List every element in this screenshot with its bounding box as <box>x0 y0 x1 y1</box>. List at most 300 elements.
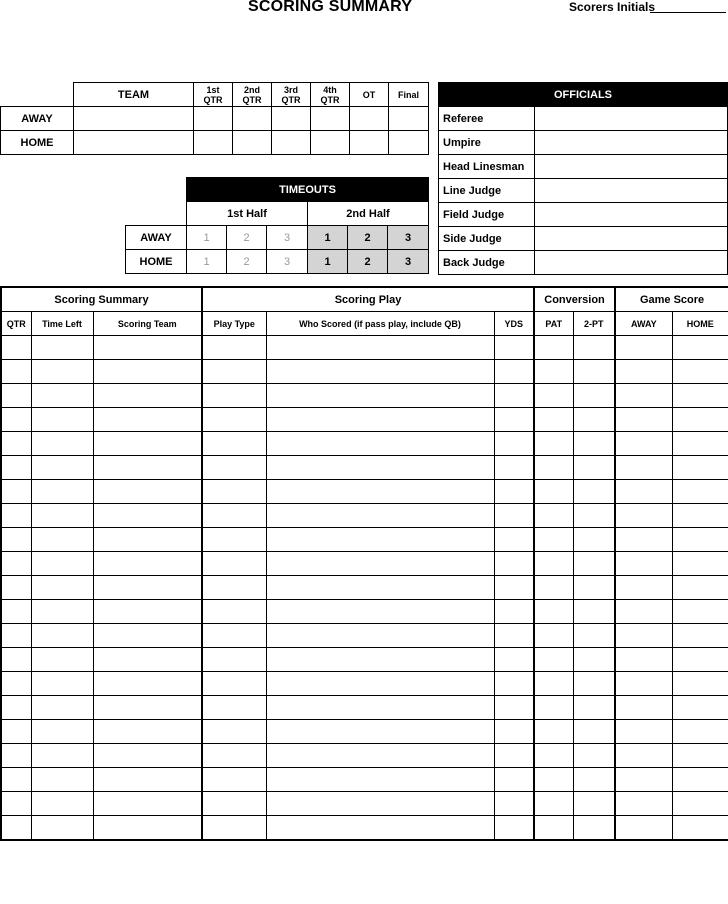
entry-cell-qtr[interactable] <box>1 648 31 672</box>
group-game-score: Game Score <box>615 287 728 312</box>
table-row <box>1 624 728 648</box>
away-q2-cell[interactable] <box>233 107 272 131</box>
entry-cell-who-scored[interactable] <box>266 816 494 841</box>
entry-cell-2pt[interactable] <box>573 744 615 768</box>
home-timeout-2h-1[interactable]: 1 <box>308 250 348 274</box>
entry-cell-yds[interactable] <box>494 552 534 576</box>
away-row-label: AWAY <box>1 107 74 131</box>
entry-cell-away[interactable] <box>615 552 672 576</box>
entry-cell-scoring-team[interactable] <box>93 552 202 576</box>
entry-cell-time-left[interactable] <box>31 624 93 648</box>
table-row <box>1 816 728 841</box>
entry-cell-time-left[interactable] <box>31 336 93 360</box>
entry-cell-away[interactable] <box>615 816 672 841</box>
official-field-umpire[interactable] <box>535 131 728 155</box>
timeouts-home-label: HOME <box>126 250 187 274</box>
timeouts-away-label: AWAY <box>126 226 187 250</box>
entry-cell-2pt[interactable] <box>573 816 615 841</box>
entry-cell-who-scored[interactable] <box>266 528 494 552</box>
qtr2-header: 2nd QTR <box>233 83 272 107</box>
entry-cell-pat[interactable] <box>534 576 573 600</box>
table-row <box>1 720 728 744</box>
entry-cell-home[interactable] <box>672 504 728 528</box>
col-qtr: QTR <box>1 312 31 336</box>
entry-cell-time-left[interactable] <box>31 768 93 792</box>
entry-cell-who-scored[interactable] <box>266 792 494 816</box>
entry-cell-pat[interactable] <box>534 672 573 696</box>
entry-cell-time-left[interactable] <box>31 504 93 528</box>
entry-cell-scoring-team[interactable] <box>93 696 202 720</box>
official-label-back-judge: Back Judge <box>439 251 535 275</box>
entry-cell-scoring-team[interactable] <box>93 432 202 456</box>
entry-cell-yds[interactable] <box>494 600 534 624</box>
table-row <box>1 336 728 360</box>
entry-cell-home[interactable] <box>672 384 728 408</box>
entry-cell-qtr[interactable] <box>1 696 31 720</box>
entry-cell-pat[interactable] <box>534 696 573 720</box>
entry-cell-qtr[interactable] <box>1 816 31 841</box>
table-row <box>1 600 728 624</box>
entry-cell-scoring-team[interactable] <box>93 744 202 768</box>
entry-cell-yds[interactable] <box>494 696 534 720</box>
entry-cell-2pt[interactable] <box>573 672 615 696</box>
entry-cell-qtr[interactable] <box>1 600 31 624</box>
table-row <box>1 528 728 552</box>
entry-cell-play-type[interactable] <box>202 408 266 432</box>
official-label-head-linesman: Head Linesman <box>439 155 535 179</box>
entry-cell-away[interactable] <box>615 408 672 432</box>
entry-cell-qtr[interactable] <box>1 528 31 552</box>
entry-cell-2pt[interactable] <box>573 552 615 576</box>
entry-cell-home[interactable] <box>672 696 728 720</box>
entry-cell-2pt[interactable] <box>573 360 615 384</box>
entry-cell-pat[interactable] <box>534 624 573 648</box>
entry-cell-play-type[interactable] <box>202 360 266 384</box>
entry-cell-time-left[interactable] <box>31 720 93 744</box>
entry-cell-away[interactable] <box>615 576 672 600</box>
entry-cell-play-type[interactable] <box>202 528 266 552</box>
entry-cell-who-scored[interactable] <box>266 480 494 504</box>
qtr4-header: 4th QTR <box>311 83 350 107</box>
official-field-line-judge[interactable] <box>535 179 728 203</box>
entry-cell-qtr[interactable] <box>1 576 31 600</box>
entry-cell-scoring-team[interactable] <box>93 384 202 408</box>
entry-cell-2pt[interactable] <box>573 504 615 528</box>
entry-cell-who-scored[interactable] <box>266 696 494 720</box>
table-row <box>1 408 728 432</box>
scoring-summary-table <box>0 286 728 841</box>
entry-cell-scoring-team[interactable] <box>93 504 202 528</box>
timeouts-table <box>125 177 429 274</box>
official-label-side-judge: Side Judge <box>439 227 535 251</box>
entry-cell-who-scored[interactable] <box>266 408 494 432</box>
away-timeout-1h-2[interactable]: 2 <box>227 226 267 250</box>
entry-cell-who-scored[interactable] <box>266 432 494 456</box>
home-team-cell[interactable] <box>74 131 194 155</box>
entry-cell-pat[interactable] <box>534 528 573 552</box>
entry-cell-play-type[interactable] <box>202 816 266 841</box>
table-row <box>1 360 728 384</box>
entry-cell-home[interactable] <box>672 456 728 480</box>
entry-cell-who-scored[interactable] <box>266 744 494 768</box>
timeouts-spacer <box>126 178 187 202</box>
col-pat: PAT <box>534 312 573 336</box>
scorers-initials-label: Scorers Initials <box>569 0 656 14</box>
entry-cell-scoring-team[interactable] <box>93 408 202 432</box>
entry-cell-play-type[interactable] <box>202 600 266 624</box>
entry-cell-qtr[interactable] <box>1 624 31 648</box>
qtr1-header: 1st QTR <box>194 83 233 107</box>
timeouts-spacer-2 <box>126 202 187 226</box>
entry-cell-scoring-team[interactable] <box>93 456 202 480</box>
entry-cell-time-left[interactable] <box>31 672 93 696</box>
away-final-cell[interactable] <box>389 107 429 131</box>
second-half-header: 2nd Half <box>308 202 429 226</box>
entry-cell-play-type[interactable] <box>202 744 266 768</box>
entry-cell-play-type[interactable] <box>202 552 266 576</box>
official-field-back-judge[interactable] <box>535 251 728 275</box>
final-header: Final <box>389 83 429 107</box>
entry-cell-time-left[interactable] <box>31 648 93 672</box>
entry-cell-who-scored[interactable] <box>266 720 494 744</box>
entry-cell-home[interactable] <box>672 624 728 648</box>
group-conversion: Conversion <box>534 287 615 312</box>
home-ot-cell[interactable] <box>350 131 389 155</box>
entry-cell-away[interactable] <box>615 744 672 768</box>
away-q4-cell[interactable] <box>311 107 350 131</box>
entry-cell-2pt[interactable] <box>573 720 615 744</box>
entry-cell-pat[interactable] <box>534 816 573 841</box>
entry-cell-yds[interactable] <box>494 792 534 816</box>
entry-cell-scoring-team[interactable] <box>93 624 202 648</box>
entry-cell-time-left[interactable] <box>31 408 93 432</box>
team-header: TEAM <box>74 83 194 107</box>
away-timeout-2h-3[interactable]: 3 <box>388 226 429 250</box>
entry-cell-home[interactable] <box>672 768 728 792</box>
entry-cell-play-type[interactable] <box>202 696 266 720</box>
entry-cell-yds[interactable] <box>494 744 534 768</box>
entry-cell-home[interactable] <box>672 672 728 696</box>
scorers-initials-field[interactable] <box>650 12 726 13</box>
entry-cell-time-left[interactable] <box>31 816 93 841</box>
entry-cell-who-scored[interactable] <box>266 672 494 696</box>
entry-cell-who-scored[interactable] <box>266 456 494 480</box>
entry-cell-pat[interactable] <box>534 768 573 792</box>
entry-cell-away[interactable] <box>615 600 672 624</box>
entry-cell-play-type[interactable] <box>202 336 266 360</box>
entry-cell-pat[interactable] <box>534 336 573 360</box>
entry-cell-qtr[interactable] <box>1 408 31 432</box>
timeouts-title: TIMEOUTS <box>187 178 429 202</box>
home-timeout-2h-3[interactable]: 3 <box>388 250 429 274</box>
entry-cell-2pt[interactable] <box>573 696 615 720</box>
entry-cell-pat[interactable] <box>534 480 573 504</box>
entry-cell-time-left[interactable] <box>31 360 93 384</box>
entry-cell-home[interactable] <box>672 336 728 360</box>
table-row <box>1 504 728 528</box>
entry-cell-yds[interactable] <box>494 504 534 528</box>
entry-cell-qtr[interactable] <box>1 360 31 384</box>
entry-cell-who-scored[interactable] <box>266 504 494 528</box>
col-away: AWAY <box>615 312 672 336</box>
home-timeout-1h-1[interactable]: 1 <box>187 250 227 274</box>
entry-cell-pat[interactable] <box>534 456 573 480</box>
entry-cell-2pt[interactable] <box>573 408 615 432</box>
home-q2-cell[interactable] <box>233 131 272 155</box>
entry-cell-who-scored[interactable] <box>266 552 494 576</box>
entry-cell-scoring-team[interactable] <box>93 528 202 552</box>
entry-cell-yds[interactable] <box>494 528 534 552</box>
entry-cell-play-type[interactable] <box>202 576 266 600</box>
entry-cell-play-type[interactable] <box>202 384 266 408</box>
entry-cell-away[interactable] <box>615 360 672 384</box>
group-scoring-summary: Scoring Summary <box>1 287 202 312</box>
official-label-referee: Referee <box>439 107 535 131</box>
entry-cell-home[interactable] <box>672 648 728 672</box>
entry-cell-away[interactable] <box>615 672 672 696</box>
entry-cell-time-left[interactable] <box>31 696 93 720</box>
group-scoring-play: Scoring Play <box>202 287 534 312</box>
entry-cell-2pt[interactable] <box>573 576 615 600</box>
entry-cell-scoring-team[interactable] <box>93 816 202 841</box>
entry-cell-yds[interactable] <box>494 648 534 672</box>
entry-cell-yds[interactable] <box>494 768 534 792</box>
official-field-head-linesman[interactable] <box>535 155 728 179</box>
official-field-field-judge[interactable] <box>535 203 728 227</box>
entry-cell-play-type[interactable] <box>202 768 266 792</box>
official-label-field-judge: Field Judge <box>439 203 535 227</box>
official-field-referee[interactable] <box>535 107 728 131</box>
entry-cell-qtr[interactable] <box>1 336 31 360</box>
entry-cell-yds[interactable] <box>494 720 534 744</box>
entry-cell-yds[interactable] <box>494 336 534 360</box>
entry-cell-2pt[interactable] <box>573 528 615 552</box>
col-2pt: 2-PT <box>573 312 615 336</box>
entry-cell-home[interactable] <box>672 360 728 384</box>
entry-cell-away[interactable] <box>615 384 672 408</box>
home-q1-cell[interactable] <box>194 131 233 155</box>
entry-cell-pat[interactable] <box>534 744 573 768</box>
entry-cell-away[interactable] <box>615 624 672 648</box>
entry-cell-home[interactable] <box>672 600 728 624</box>
entry-cell-2pt[interactable] <box>573 384 615 408</box>
official-field-side-judge[interactable] <box>535 227 728 251</box>
entry-cell-yds[interactable] <box>494 576 534 600</box>
entry-cell-pat[interactable] <box>534 504 573 528</box>
entry-cell-pat[interactable] <box>534 720 573 744</box>
entry-cell-time-left[interactable] <box>31 600 93 624</box>
entry-cell-away[interactable] <box>615 792 672 816</box>
entry-cell-who-scored[interactable] <box>266 624 494 648</box>
home-timeout-2h-2[interactable]: 2 <box>348 250 388 274</box>
entry-cell-away[interactable] <box>615 528 672 552</box>
table-row <box>1 648 728 672</box>
entry-cell-home[interactable] <box>672 720 728 744</box>
away-ot-cell[interactable] <box>350 107 389 131</box>
entry-cell-away[interactable] <box>615 720 672 744</box>
entry-cell-qtr[interactable] <box>1 504 31 528</box>
entry-cell-pat[interactable] <box>534 408 573 432</box>
entry-cell-scoring-team[interactable] <box>93 768 202 792</box>
officials-title: OFFICIALS <box>439 83 728 107</box>
entry-cell-home[interactable] <box>672 744 728 768</box>
col-home: HOME <box>672 312 728 336</box>
entry-cell-qtr[interactable] <box>1 384 31 408</box>
entry-cell-home[interactable] <box>672 552 728 576</box>
entry-cell-scoring-team[interactable] <box>93 720 202 744</box>
entry-cell-qtr[interactable] <box>1 672 31 696</box>
col-time-left: Time Left <box>31 312 93 336</box>
entry-cell-yds[interactable] <box>494 816 534 841</box>
entry-cell-away[interactable] <box>615 648 672 672</box>
table-row <box>1 576 728 600</box>
entry-cell-away[interactable] <box>615 696 672 720</box>
entry-cell-scoring-team[interactable] <box>93 480 202 504</box>
entry-cell-play-type[interactable] <box>202 504 266 528</box>
entry-cell-2pt[interactable] <box>573 432 615 456</box>
entry-cell-yds[interactable] <box>494 360 534 384</box>
entry-cell-yds[interactable] <box>494 672 534 696</box>
entry-cell-scoring-team[interactable] <box>93 576 202 600</box>
entry-cell-qtr[interactable] <box>1 792 31 816</box>
home-timeout-1h-3[interactable]: 3 <box>267 250 308 274</box>
entry-cell-qtr[interactable] <box>1 552 31 576</box>
entry-cell-who-scored[interactable] <box>266 336 494 360</box>
entry-cell-play-type[interactable] <box>202 456 266 480</box>
official-label-line-judge: Line Judge <box>439 179 535 203</box>
entry-cell-time-left[interactable] <box>31 384 93 408</box>
entry-cell-home[interactable] <box>672 792 728 816</box>
entry-cell-pat[interactable] <box>534 552 573 576</box>
entry-cell-away[interactable] <box>615 480 672 504</box>
entry-cell-2pt[interactable] <box>573 456 615 480</box>
entry-cell-play-type[interactable] <box>202 648 266 672</box>
qtr3-header: 3rd QTR <box>272 83 311 107</box>
col-play-type: Play Type <box>202 312 266 336</box>
col-yds: YDS <box>494 312 534 336</box>
entry-cell-away[interactable] <box>615 504 672 528</box>
home-row-label: HOME <box>1 131 74 155</box>
entry-cell-pat[interactable] <box>534 648 573 672</box>
col-who-scored: Who Scored (if pass play, include QB) <box>266 312 494 336</box>
entry-cell-qtr[interactable] <box>1 432 31 456</box>
entry-cell-time-left[interactable] <box>31 552 93 576</box>
entry-cell-2pt[interactable] <box>573 648 615 672</box>
entry-cell-home[interactable] <box>672 408 728 432</box>
entry-cell-yds[interactable] <box>494 456 534 480</box>
away-q1-cell[interactable] <box>194 107 233 131</box>
away-q3-cell[interactable] <box>272 107 311 131</box>
entry-cell-yds[interactable] <box>494 384 534 408</box>
table-row <box>1 552 728 576</box>
entry-cell-2pt[interactable] <box>573 600 615 624</box>
entry-cell-2pt[interactable] <box>573 768 615 792</box>
entry-cell-play-type[interactable] <box>202 624 266 648</box>
entry-cell-scoring-team[interactable] <box>93 336 202 360</box>
entry-cell-away[interactable] <box>615 336 672 360</box>
entry-cell-who-scored[interactable] <box>266 648 494 672</box>
entry-cell-play-type[interactable] <box>202 792 266 816</box>
entry-cell-pat[interactable] <box>534 384 573 408</box>
entry-cell-yds[interactable] <box>494 624 534 648</box>
entry-cell-scoring-team[interactable] <box>93 360 202 384</box>
entry-cell-play-type[interactable] <box>202 720 266 744</box>
home-q4-cell[interactable] <box>311 131 350 155</box>
entry-cell-play-type[interactable] <box>202 480 266 504</box>
quarter-score-table <box>0 82 429 155</box>
entry-cell-play-type[interactable] <box>202 672 266 696</box>
entry-cell-who-scored[interactable] <box>266 768 494 792</box>
away-timeout-2h-2[interactable]: 2 <box>348 226 388 250</box>
entry-cell-time-left[interactable] <box>31 528 93 552</box>
entry-cell-pat[interactable] <box>534 792 573 816</box>
entry-cell-home[interactable] <box>672 432 728 456</box>
entry-cell-scoring-team[interactable] <box>93 792 202 816</box>
entry-cell-away[interactable] <box>615 432 672 456</box>
entry-cell-qtr[interactable] <box>1 720 31 744</box>
entry-cell-pat[interactable] <box>534 600 573 624</box>
entry-cell-yds[interactable] <box>494 408 534 432</box>
entry-cell-scoring-team[interactable] <box>93 648 202 672</box>
entry-cell-who-scored[interactable] <box>266 384 494 408</box>
entry-cell-home[interactable] <box>672 576 728 600</box>
home-timeout-1h-2[interactable]: 2 <box>227 250 267 274</box>
entry-cell-2pt[interactable] <box>573 624 615 648</box>
col-scoring-team: Scoring Team <box>93 312 202 336</box>
entry-cell-away[interactable] <box>615 768 672 792</box>
entry-cell-2pt[interactable] <box>573 336 615 360</box>
entry-cell-who-scored[interactable] <box>266 600 494 624</box>
entry-cell-home[interactable] <box>672 816 728 841</box>
entry-cell-time-left[interactable] <box>31 744 93 768</box>
entry-cell-home[interactable] <box>672 480 728 504</box>
entry-cell-qtr[interactable] <box>1 456 31 480</box>
entry-cell-pat[interactable] <box>534 432 573 456</box>
entry-cell-2pt[interactable] <box>573 480 615 504</box>
entry-cell-time-left[interactable] <box>31 456 93 480</box>
home-q3-cell[interactable] <box>272 131 311 155</box>
entry-cell-yds[interactable] <box>494 432 534 456</box>
entry-cell-yds[interactable] <box>494 480 534 504</box>
entry-cell-time-left[interactable] <box>31 480 93 504</box>
entry-cell-scoring-team[interactable] <box>93 600 202 624</box>
entry-cell-qtr[interactable] <box>1 480 31 504</box>
entry-cell-who-scored[interactable] <box>266 360 494 384</box>
entry-cell-time-left[interactable] <box>31 432 93 456</box>
entry-cell-2pt[interactable] <box>573 792 615 816</box>
away-timeout-1h-3[interactable]: 3 <box>267 226 308 250</box>
entry-cell-time-left[interactable] <box>31 576 93 600</box>
entry-cell-who-scored[interactable] <box>266 576 494 600</box>
entry-cell-play-type[interactable] <box>202 432 266 456</box>
away-timeout-1h-1[interactable]: 1 <box>187 226 227 250</box>
entry-cell-qtr[interactable] <box>1 768 31 792</box>
table-row <box>1 480 728 504</box>
entry-cell-scoring-team[interactable] <box>93 672 202 696</box>
table-row <box>1 456 728 480</box>
away-timeout-2h-1[interactable]: 1 <box>308 226 348 250</box>
entry-cell-time-left[interactable] <box>31 792 93 816</box>
home-final-cell[interactable] <box>389 131 429 155</box>
entry-cell-away[interactable] <box>615 456 672 480</box>
empty-corner <box>1 83 74 107</box>
entry-cell-home[interactable] <box>672 528 728 552</box>
entry-cell-pat[interactable] <box>534 360 573 384</box>
table-row <box>1 672 728 696</box>
table-row <box>1 768 728 792</box>
away-team-cell[interactable] <box>74 107 194 131</box>
entry-cell-qtr[interactable] <box>1 744 31 768</box>
